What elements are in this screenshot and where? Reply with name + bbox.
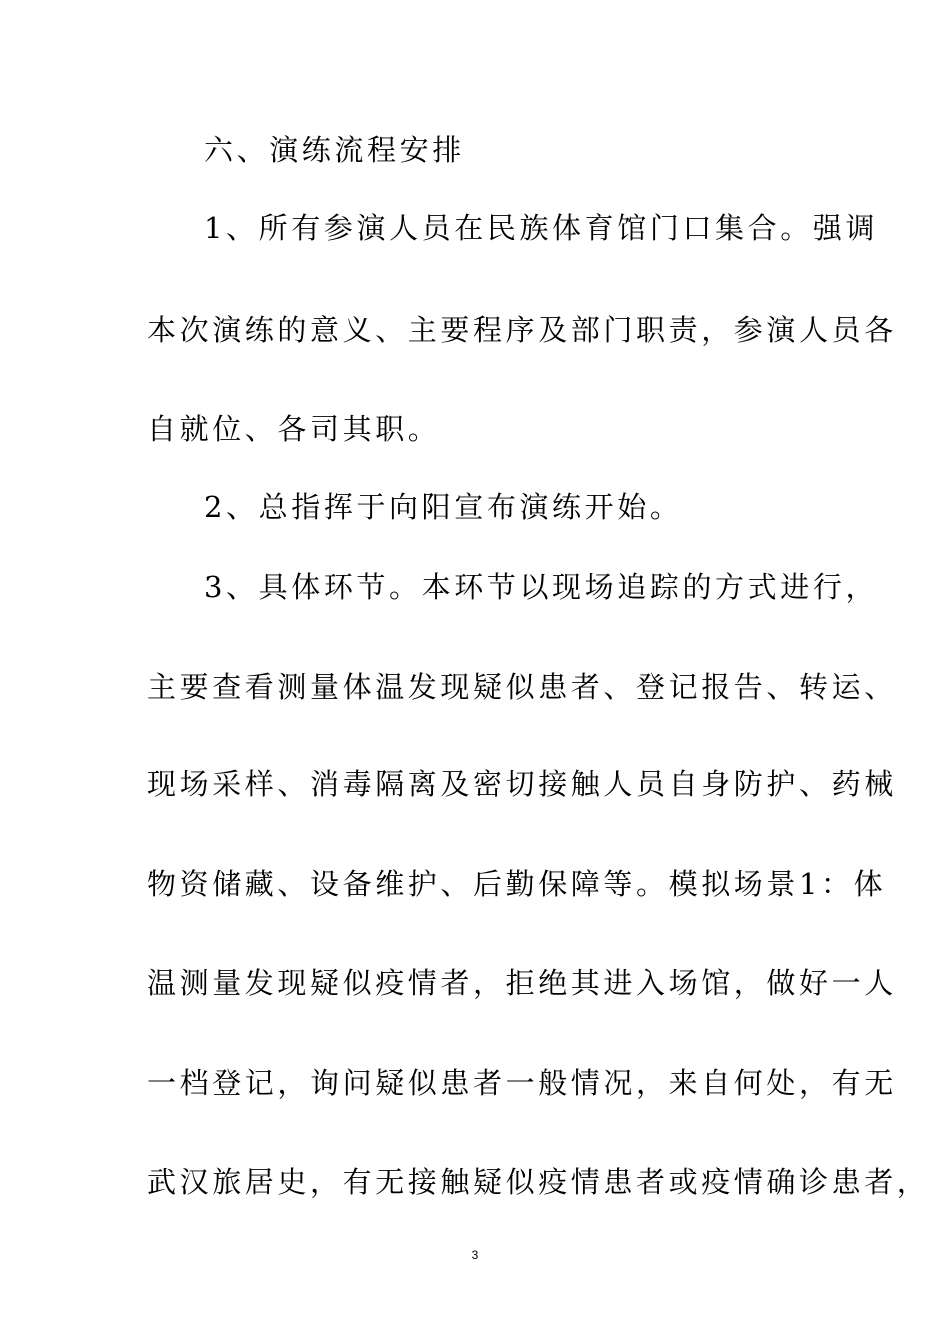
paragraph-line: 本次演练的意义、主要程序及部门职责，参演人员各 [147,313,897,347]
section-heading: 六、演练流程安排 [204,133,465,167]
paragraph-line: 自就位、各司其职。 [147,412,441,446]
paragraph-line: 一档登记，询问疑似患者一般情况，来自何处，有无 [147,1066,897,1100]
paragraph-line: 主要查看测量体温发现疑似患者、登记报告、转运、 [147,670,897,704]
page-number: 3 [471,1248,479,1262]
paragraph-line: 物资储藏、设备维护、后勤保障等。模拟场景1：体 [147,867,887,901]
paragraph-line: 1、所有参演人员在民族体育馆门口集合。强调 [204,211,879,245]
paragraph-line: 2、总指挥于向阳宣布演练开始。 [204,490,683,524]
paragraph-line: 武汉旅居史，有无接触疑似疫情患者或疫情确诊患者， [147,1165,930,1199]
paragraph-line: 现场采样、消毒隔离及密切接触人员自身防护、药械 [147,767,897,801]
paragraph-line: 3、具体环节。本环节以现场追踪的方式进行， [204,570,879,604]
paragraph-line: 温测量发现疑似疫情者，拒绝其进入场馆，做好一人 [147,966,897,1000]
